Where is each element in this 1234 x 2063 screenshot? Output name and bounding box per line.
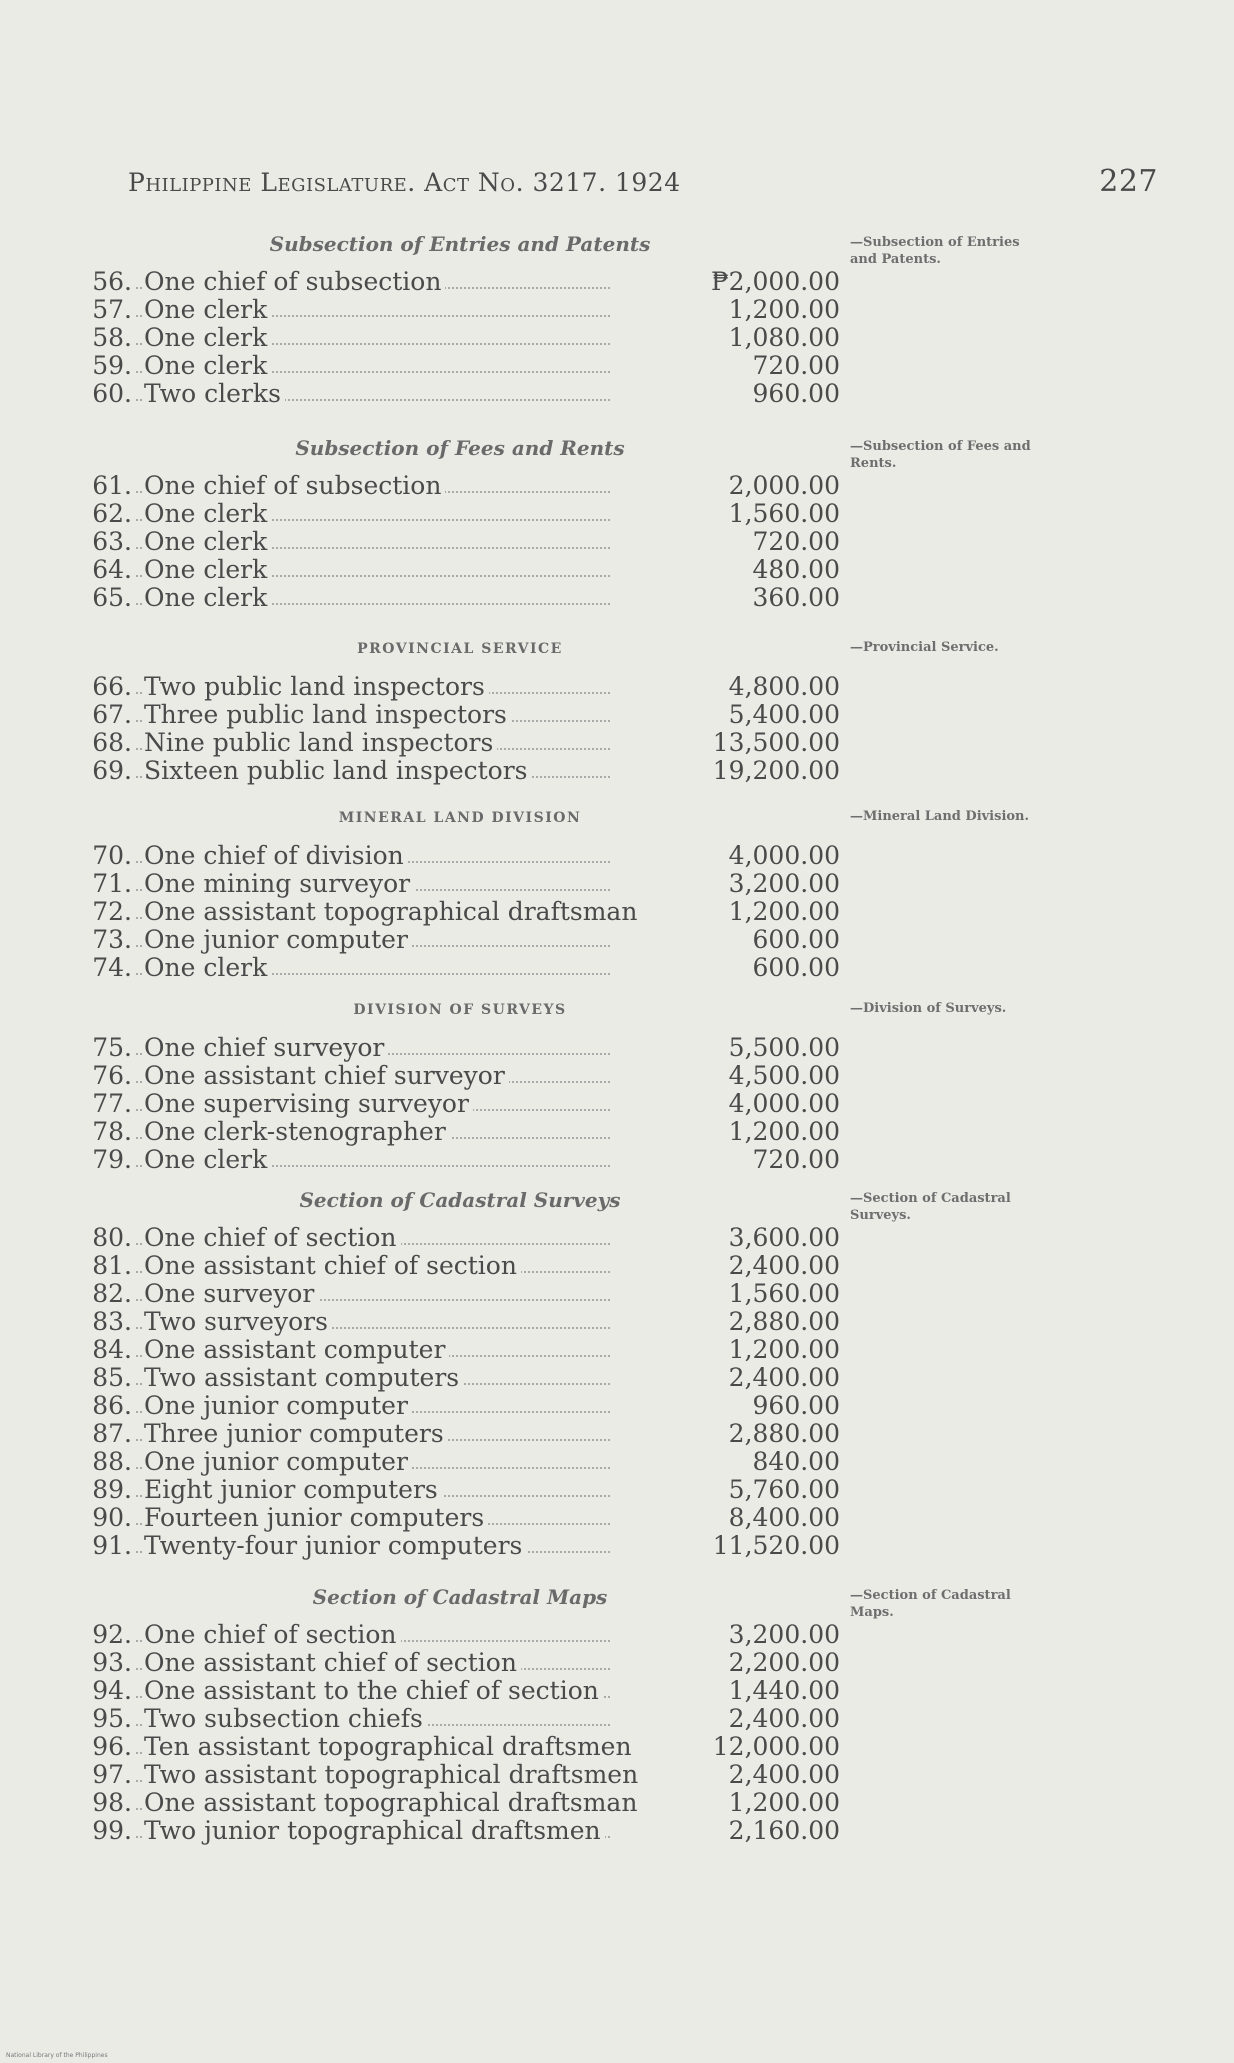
item-description: One clerk xyxy=(144,500,271,528)
item-amount: 1,080.00 xyxy=(728,323,840,352)
line-item xyxy=(80,1392,840,1420)
item-amount: 3,200.00 xyxy=(728,869,840,898)
item-description: One supervising surveyor xyxy=(144,1090,473,1118)
item-amount: 8,400.00 xyxy=(728,1503,840,1532)
item-number: 93. xyxy=(80,1649,136,1677)
item-description: One chief of subsection xyxy=(144,268,445,296)
item-description: One assistant chief of section xyxy=(144,1649,521,1677)
item-number: 99. xyxy=(80,1817,136,1845)
section-title: PROVINCIAL SERVICE xyxy=(357,641,563,657)
line-item xyxy=(80,1705,840,1733)
item-amount: 19,200.00 xyxy=(712,756,840,785)
line-item xyxy=(80,898,840,926)
item-description: Two clerks xyxy=(144,380,285,408)
item-amount: 600.00 xyxy=(752,953,840,982)
item-description: Twenty-four junior computers xyxy=(144,1532,526,1560)
item-amount: 1,200.00 xyxy=(728,1788,840,1817)
item-description: One clerk xyxy=(144,954,271,982)
item-description: Sixteen public land inspectors xyxy=(144,757,532,785)
item-number: 97. xyxy=(80,1761,136,1789)
item-description: One clerk xyxy=(144,296,271,324)
line-item xyxy=(80,380,840,408)
footer-credit: National Library of the Philippines xyxy=(6,2052,108,2059)
item-description: Two assistant computers xyxy=(144,1364,463,1392)
item-number: 80. xyxy=(80,1224,136,1252)
page-number: 227 xyxy=(1099,164,1158,199)
line-item xyxy=(80,701,840,729)
item-amount: 1,200.00 xyxy=(728,295,840,324)
line-item xyxy=(80,1224,840,1252)
item-description: One junior computer xyxy=(144,926,412,954)
item-amount: 2,880.00 xyxy=(728,1419,840,1448)
line-item xyxy=(80,1308,840,1336)
item-number: 79. xyxy=(80,1146,136,1174)
section-rows xyxy=(80,1034,840,1174)
line-item xyxy=(80,556,840,584)
line-item xyxy=(80,472,840,500)
item-description: One chief surveyor xyxy=(144,1034,388,1062)
item-amount: 2,400.00 xyxy=(728,1704,840,1733)
item-amount: ₱2,000.00 xyxy=(711,267,840,296)
line-item xyxy=(80,1476,840,1504)
section-rows xyxy=(80,1224,840,1560)
item-amount: 2,000.00 xyxy=(728,471,840,500)
item-amount: 1,440.00 xyxy=(728,1676,840,1705)
item-number: 65. xyxy=(80,584,136,612)
item-description: Two junior topographical draftsmen xyxy=(144,1817,605,1845)
item-number: 74. xyxy=(80,954,136,982)
item-number: 90. xyxy=(80,1504,136,1532)
item-description: Two assistant topographical draftsmen xyxy=(144,1761,642,1789)
line-item xyxy=(80,1364,840,1392)
line-item xyxy=(80,1090,840,1118)
item-amount: 12,000.00 xyxy=(712,1732,840,1761)
item-amount: 1,200.00 xyxy=(728,1117,840,1146)
item-number: 71. xyxy=(80,870,136,898)
item-description: One chief of section xyxy=(144,1621,401,1649)
item-number: 91. xyxy=(80,1532,136,1560)
item-description: Nine public land inspectors xyxy=(144,729,497,757)
margin-note: —Section of Cadastral Maps. xyxy=(850,1588,1011,1620)
line-item xyxy=(80,1817,840,1845)
item-description: One chief of section xyxy=(144,1224,401,1252)
item-number: 61. xyxy=(80,472,136,500)
line-item xyxy=(80,528,840,556)
item-description: One chief of division xyxy=(144,842,408,870)
item-number: 66. xyxy=(80,673,136,701)
item-amount: 600.00 xyxy=(752,925,840,954)
section-rows xyxy=(80,673,840,785)
item-amount: 13,500.00 xyxy=(712,728,840,757)
section-title: Subsection of Fees and Rents xyxy=(295,436,625,460)
line-item xyxy=(80,1420,840,1448)
line-item xyxy=(80,1504,840,1532)
item-amount: 960.00 xyxy=(752,379,840,408)
item-amount: 4,000.00 xyxy=(728,1089,840,1118)
line-item xyxy=(80,870,840,898)
item-amount: 1,560.00 xyxy=(728,499,840,528)
item-number: 64. xyxy=(80,556,136,584)
item-amount: 4,800.00 xyxy=(728,672,840,701)
section-title: DIVISION OF SURVEYS xyxy=(353,1002,567,1018)
item-description: One assistant chief of section xyxy=(144,1252,521,1280)
item-amount: 3,200.00 xyxy=(728,1620,840,1649)
item-description: One clerk xyxy=(144,324,271,352)
section-title: Section of Cadastral Surveys xyxy=(299,1188,621,1212)
line-item xyxy=(80,673,840,701)
line-item xyxy=(80,926,840,954)
item-description: One assistant chief surveyor xyxy=(144,1062,509,1090)
item-description: Two subsection chiefs xyxy=(144,1705,427,1733)
running-head xyxy=(128,164,1158,199)
line-item xyxy=(80,1146,840,1174)
item-number: 89. xyxy=(80,1476,136,1504)
item-description: One clerk xyxy=(144,1146,271,1174)
item-description: One assistant computer xyxy=(144,1336,449,1364)
item-number: 72. xyxy=(80,898,136,926)
line-item xyxy=(80,1336,840,1364)
item-amount: 2,400.00 xyxy=(728,1363,840,1392)
item-description: One chief of subsection xyxy=(144,472,445,500)
item-amount: 4,000.00 xyxy=(728,841,840,870)
item-description: Fourteen junior computers xyxy=(144,1504,488,1532)
item-amount: 720.00 xyxy=(752,1145,840,1174)
item-number: 73. xyxy=(80,926,136,954)
item-description: One surveyor xyxy=(144,1280,318,1308)
line-item xyxy=(80,1621,840,1649)
item-number: 96. xyxy=(80,1733,136,1761)
item-description: One assistant topographical draftsman xyxy=(144,1789,641,1817)
line-item xyxy=(80,352,840,380)
item-description: Ten assistant topographical draftsmen xyxy=(144,1733,636,1761)
item-amount: 720.00 xyxy=(752,351,840,380)
margin-note: —Division of Surveys. xyxy=(850,1001,1007,1016)
margin-note: —Provincial Service. xyxy=(850,640,999,655)
section-rows xyxy=(80,842,840,982)
line-item xyxy=(80,324,840,352)
line-item xyxy=(80,1649,840,1677)
item-description: One clerk xyxy=(144,556,271,584)
item-amount: 4,500.00 xyxy=(728,1061,840,1090)
item-number: 81. xyxy=(80,1252,136,1280)
item-number: 83. xyxy=(80,1308,136,1336)
item-number: 69. xyxy=(80,757,136,785)
line-item xyxy=(80,1448,840,1476)
item-description: Two surveyors xyxy=(144,1308,332,1336)
item-description: Three junior computers xyxy=(144,1420,448,1448)
item-description: One clerk xyxy=(144,352,271,380)
line-item xyxy=(80,1789,840,1817)
line-item xyxy=(80,296,840,324)
item-description: One mining surveyor xyxy=(144,870,414,898)
line-item xyxy=(80,1733,840,1761)
item-description: One junior computer xyxy=(144,1392,412,1420)
item-description: One junior computer xyxy=(144,1448,412,1476)
line-item xyxy=(80,584,840,612)
line-item xyxy=(80,1761,840,1789)
line-item xyxy=(80,1062,840,1090)
item-number: 88. xyxy=(80,1448,136,1476)
section-rows xyxy=(80,1621,840,1845)
item-number: 70. xyxy=(80,842,136,870)
item-description: One clerk-stenographer xyxy=(144,1118,450,1146)
item-amount: 11,520.00 xyxy=(712,1531,840,1560)
item-amount: 840.00 xyxy=(752,1447,840,1476)
line-item xyxy=(80,500,840,528)
item-amount: 960.00 xyxy=(752,1391,840,1420)
line-item xyxy=(80,1252,840,1280)
item-number: 94. xyxy=(80,1677,136,1705)
item-number: 62. xyxy=(80,500,136,528)
line-item xyxy=(80,268,840,296)
item-amount: 720.00 xyxy=(752,527,840,556)
margin-note: —Section of Cadastral Surveys. xyxy=(850,1191,1011,1223)
line-item xyxy=(80,1118,840,1146)
item-amount: 1,200.00 xyxy=(728,897,840,926)
item-number: 76. xyxy=(80,1062,136,1090)
line-item xyxy=(80,729,840,757)
item-number: 56. xyxy=(80,268,136,296)
item-amount: 1,560.00 xyxy=(728,1279,840,1308)
item-number: 68. xyxy=(80,729,136,757)
item-amount: 5,500.00 xyxy=(728,1033,840,1062)
item-amount: 2,400.00 xyxy=(728,1760,840,1789)
item-amount: 2,880.00 xyxy=(728,1307,840,1336)
item-amount: 5,400.00 xyxy=(728,700,840,729)
item-amount: 480.00 xyxy=(752,555,840,584)
item-number: 98. xyxy=(80,1789,136,1817)
item-number: 85. xyxy=(80,1364,136,1392)
section-rows xyxy=(80,472,840,612)
margin-note: —Mineral Land Division. xyxy=(850,809,1030,824)
line-item xyxy=(80,1532,840,1560)
item-number: 78. xyxy=(80,1118,136,1146)
item-amount: 2,400.00 xyxy=(728,1251,840,1280)
section-title: Subsection of Entries and Patents xyxy=(269,232,651,256)
item-number: 95. xyxy=(80,1705,136,1733)
item-description: One assistant to the chief of section xyxy=(144,1677,603,1705)
item-number: 84. xyxy=(80,1336,136,1364)
item-number: 87. xyxy=(80,1420,136,1448)
item-number: 60. xyxy=(80,380,136,408)
section-title: MINERAL LAND DIVISION xyxy=(338,810,582,826)
item-number: 58. xyxy=(80,324,136,352)
margin-note: —Subsection of Fees and Rents. xyxy=(850,439,1031,471)
item-amount: 2,160.00 xyxy=(728,1816,840,1845)
item-number: 59. xyxy=(80,352,136,380)
item-description: One clerk xyxy=(144,584,271,612)
section-title: Section of Cadastral Maps xyxy=(312,1585,608,1609)
item-description: One assistant topographical draftsman xyxy=(144,898,641,926)
item-number: 75. xyxy=(80,1034,136,1062)
margin-note: —Subsection of Entries and Patents. xyxy=(850,235,1020,267)
running-head-title: Philippine Legislature. Act No. 3217. 1924 xyxy=(128,168,681,197)
item-number: 92. xyxy=(80,1621,136,1649)
item-number: 57. xyxy=(80,296,136,324)
line-item xyxy=(80,757,840,785)
item-number: 77. xyxy=(80,1090,136,1118)
line-item xyxy=(80,1677,840,1705)
item-amount: 5,760.00 xyxy=(728,1475,840,1504)
item-description: One clerk xyxy=(144,528,271,556)
section-rows xyxy=(80,268,840,408)
item-description: Two public land inspectors xyxy=(144,673,489,701)
item-amount: 1,200.00 xyxy=(728,1335,840,1364)
item-number: 63. xyxy=(80,528,136,556)
line-item xyxy=(80,842,840,870)
line-item xyxy=(80,1034,840,1062)
item-amount: 360.00 xyxy=(752,583,840,612)
line-item xyxy=(80,1280,840,1308)
item-description: Three public land inspectors xyxy=(144,701,511,729)
item-number: 86. xyxy=(80,1392,136,1420)
item-description: Eight junior computers xyxy=(144,1476,442,1504)
line-item xyxy=(80,954,840,982)
item-number: 82. xyxy=(80,1280,136,1308)
item-number: 67. xyxy=(80,701,136,729)
item-amount: 3,600.00 xyxy=(728,1223,840,1252)
item-amount: 2,200.00 xyxy=(728,1648,840,1677)
